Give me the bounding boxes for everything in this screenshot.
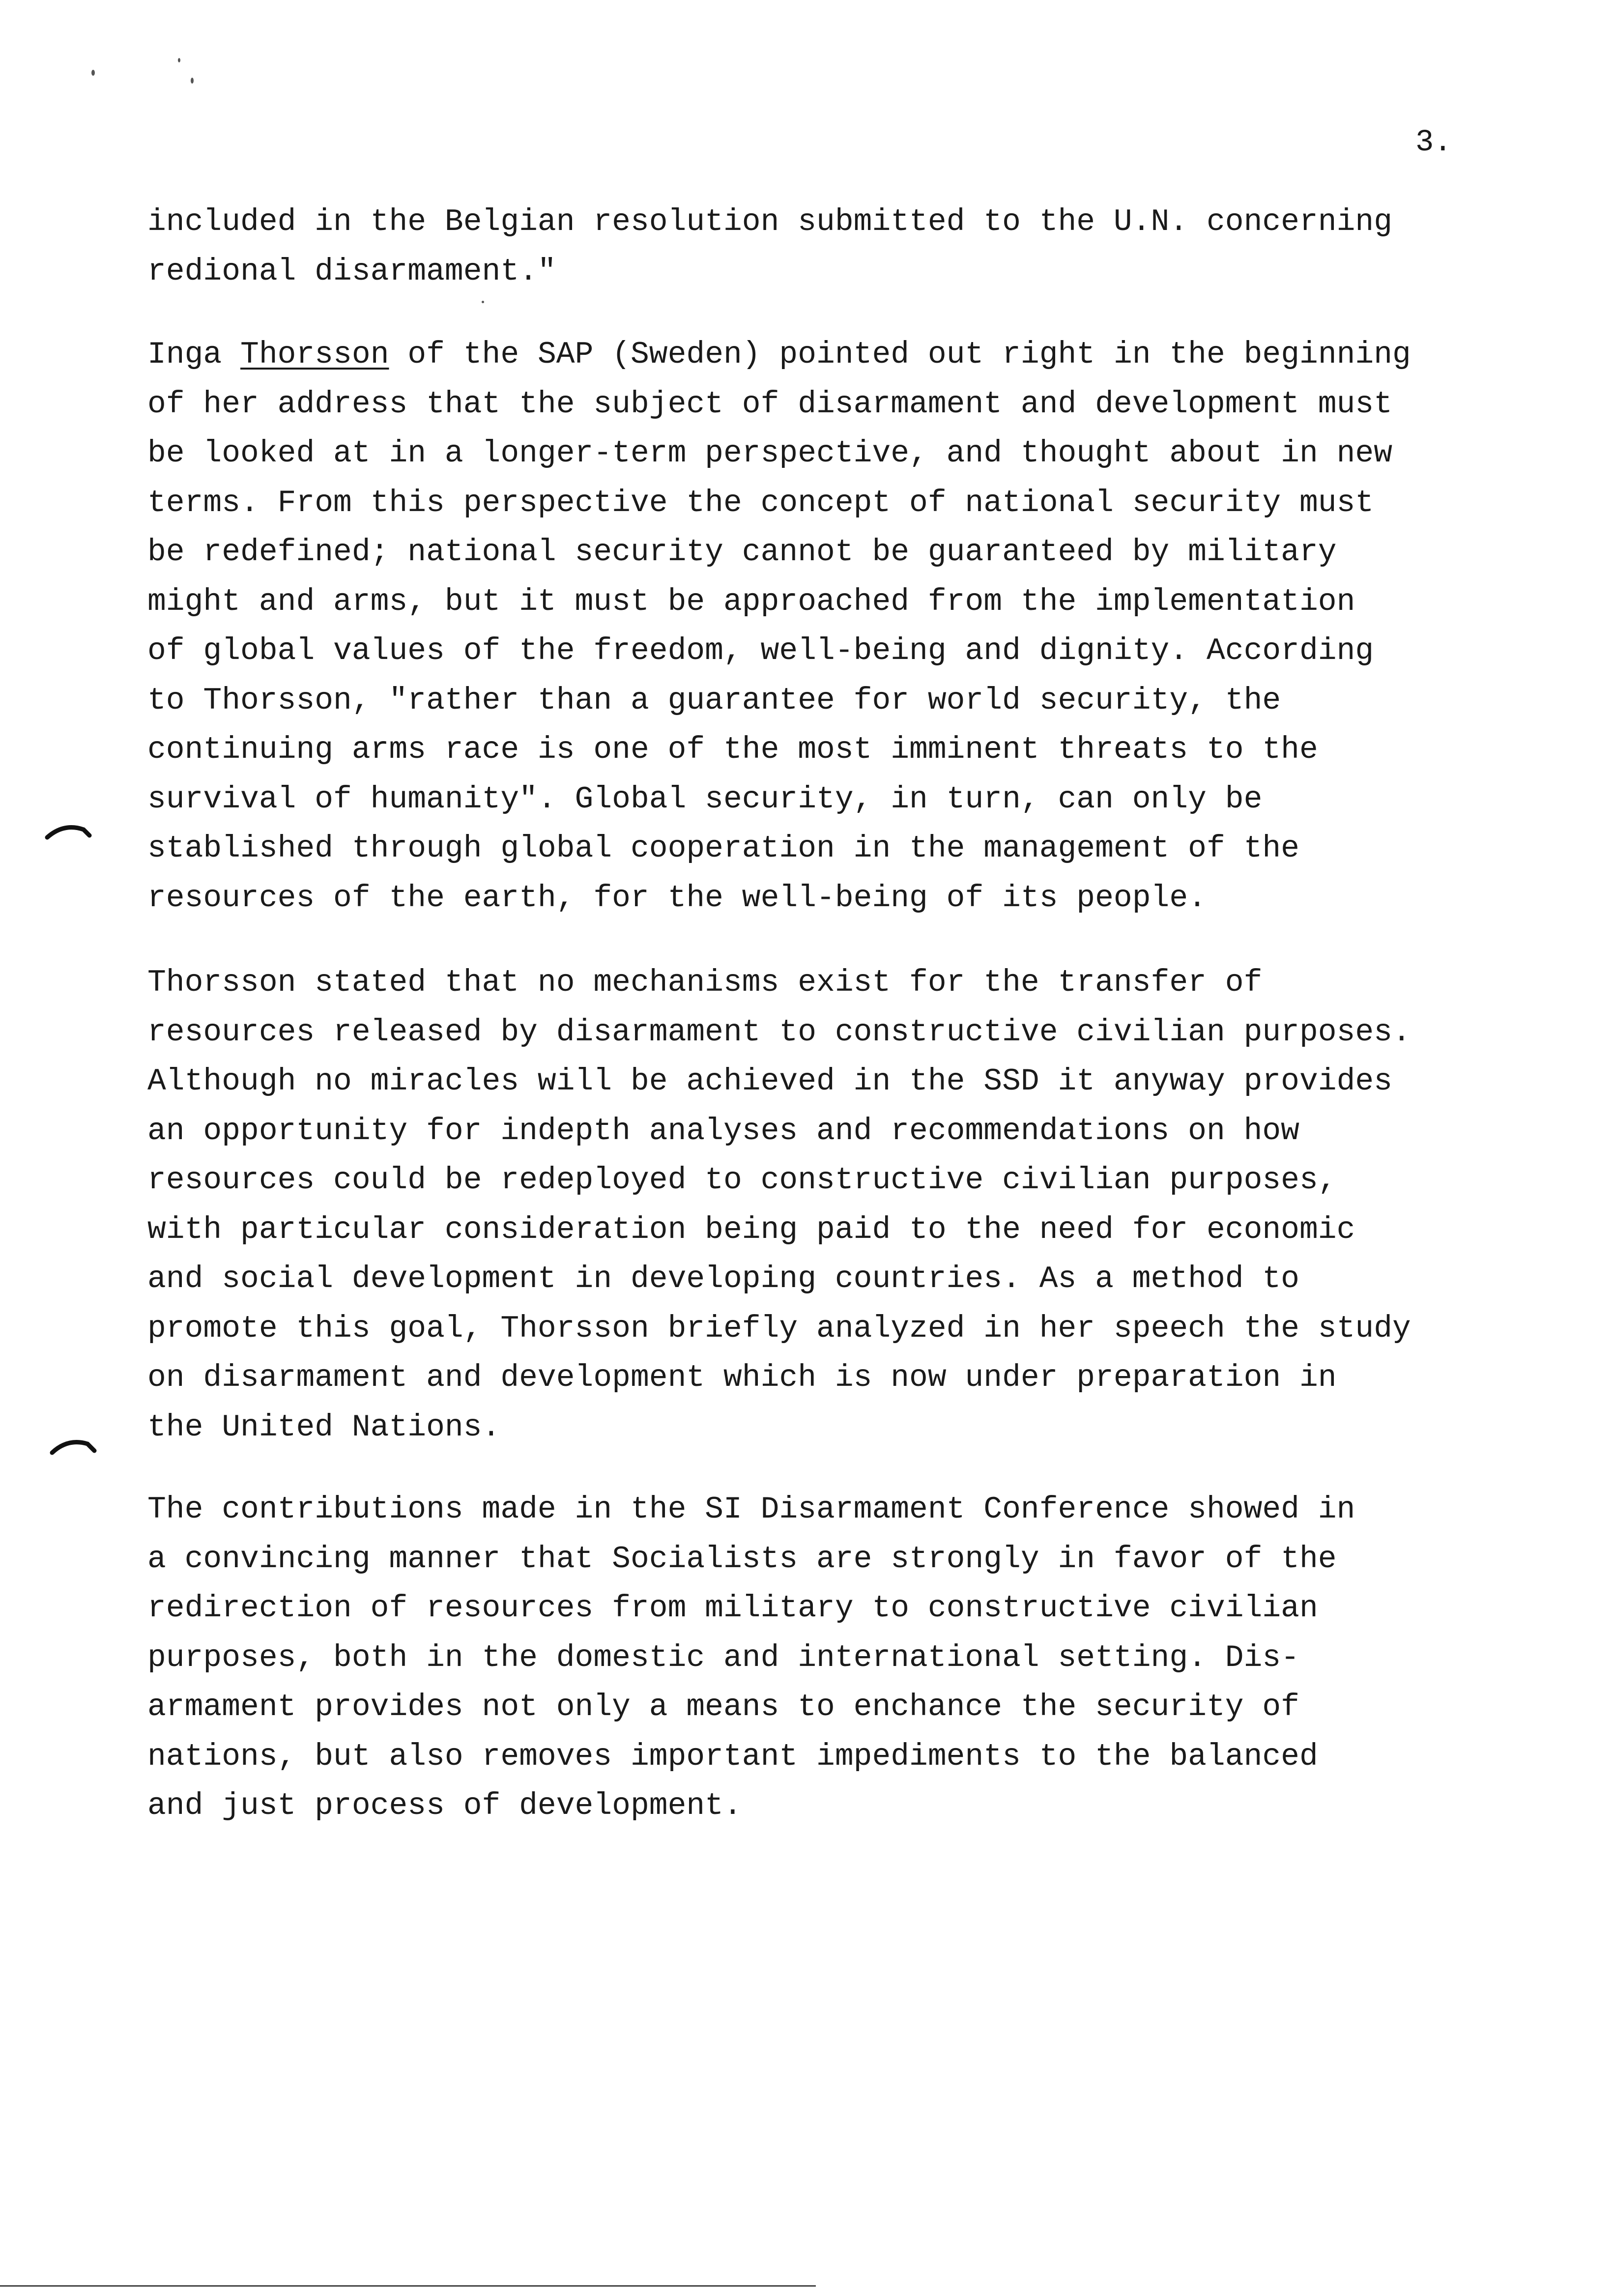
text-line: Thorsson stated that no mechanisms exist for the transfer of — [147, 965, 1263, 1000]
text-line: The contributions made in the SI Disarmament Conference showed in — [147, 1492, 1355, 1527]
text-line: be redefined; national security cannot be guaranteed by military — [147, 535, 1337, 570]
text-line: nations, but also removes important impediments to the balanced — [147, 1739, 1318, 1774]
bottom-edge-rule — [0, 2285, 816, 2287]
text-line-first — [147, 330, 1411, 380]
page-number: 3. — [1415, 125, 1452, 160]
first-line-prefix: Inga — [147, 337, 222, 372]
text-line: resources released by disarmament to constructive civilian purposes. — [147, 1014, 1411, 1050]
text-line: and just process of development. — [147, 1788, 742, 1823]
scan-speck — [178, 58, 180, 62]
paragraph-3 — [147, 958, 1411, 1452]
text-line: redirection of resources from military to constructive civilian — [147, 1591, 1318, 1626]
text-line: continuing arms race is one of the most imminent threats to the — [147, 732, 1318, 767]
scan-speck — [191, 78, 194, 84]
text-line: Although no miracles will be achieved in the SSD it anyway provides — [147, 1064, 1393, 1099]
text-line: redional disarmament." — [147, 254, 556, 289]
hole-punch-mark — [49, 1435, 98, 1460]
text-line: of global values of the freedom, well-being and dignity. According — [147, 633, 1374, 668]
text-line: a convincing manner that Socialists are strongly in favor of the — [147, 1541, 1337, 1577]
text-line: resources could be redeployed to constructive civilian purposes, — [147, 1163, 1337, 1198]
paragraph-4 — [147, 1485, 1355, 1831]
text-line: might and arms, but it must be approached from the implementation — [147, 584, 1355, 619]
hole-punch-mark — [44, 821, 93, 845]
text-line: promote this goal, Thorsson briefly analyzed in her speech the study — [147, 1311, 1411, 1346]
text-line: purposes, both in the domestic and international setting. Dis- — [147, 1640, 1299, 1675]
scan-speck — [91, 70, 95, 76]
text-line: terms. From this perspective the concept of national security must — [147, 485, 1374, 520]
text-line: the United Nations. — [147, 1409, 501, 1445]
text-line: stablished through global cooperation in the management of the — [147, 831, 1299, 866]
underlined-name: Thorsson — [240, 337, 389, 372]
text-line: an opportunity for indepth analyses and recommendations on how — [147, 1113, 1299, 1148]
paragraph-2 — [147, 330, 1411, 923]
scan-speck — [482, 301, 484, 303]
text-line: to Thorsson, "rather than a guarantee for world security, the — [147, 683, 1281, 718]
paragraph-1 — [147, 198, 1392, 296]
text-line: be looked at in a longer-term perspective, and thought about in new — [147, 436, 1393, 471]
text-line: armament provides not only a means to enchance the security of — [147, 1690, 1299, 1724]
first-line-rest: of the SAP (Sweden) pointed out right in the beginning — [407, 337, 1411, 372]
text-line: included in the Belgian resolution submitted to the U.N. concerning — [147, 204, 1393, 239]
text-line: of her address that the subject of disarmament and development must — [147, 386, 1393, 422]
text-line: on disarmament and development which is now under preparation in — [147, 1360, 1337, 1395]
text-line: with particular consideration being paid to the need for economic — [147, 1212, 1355, 1247]
text-line: and social development in developing countries. As a method to — [147, 1262, 1299, 1296]
text-line: survival of humanity". Global security, in turn, can only be — [147, 781, 1263, 817]
text-line: resources of the earth, for the well-being of its people. — [147, 880, 1207, 916]
